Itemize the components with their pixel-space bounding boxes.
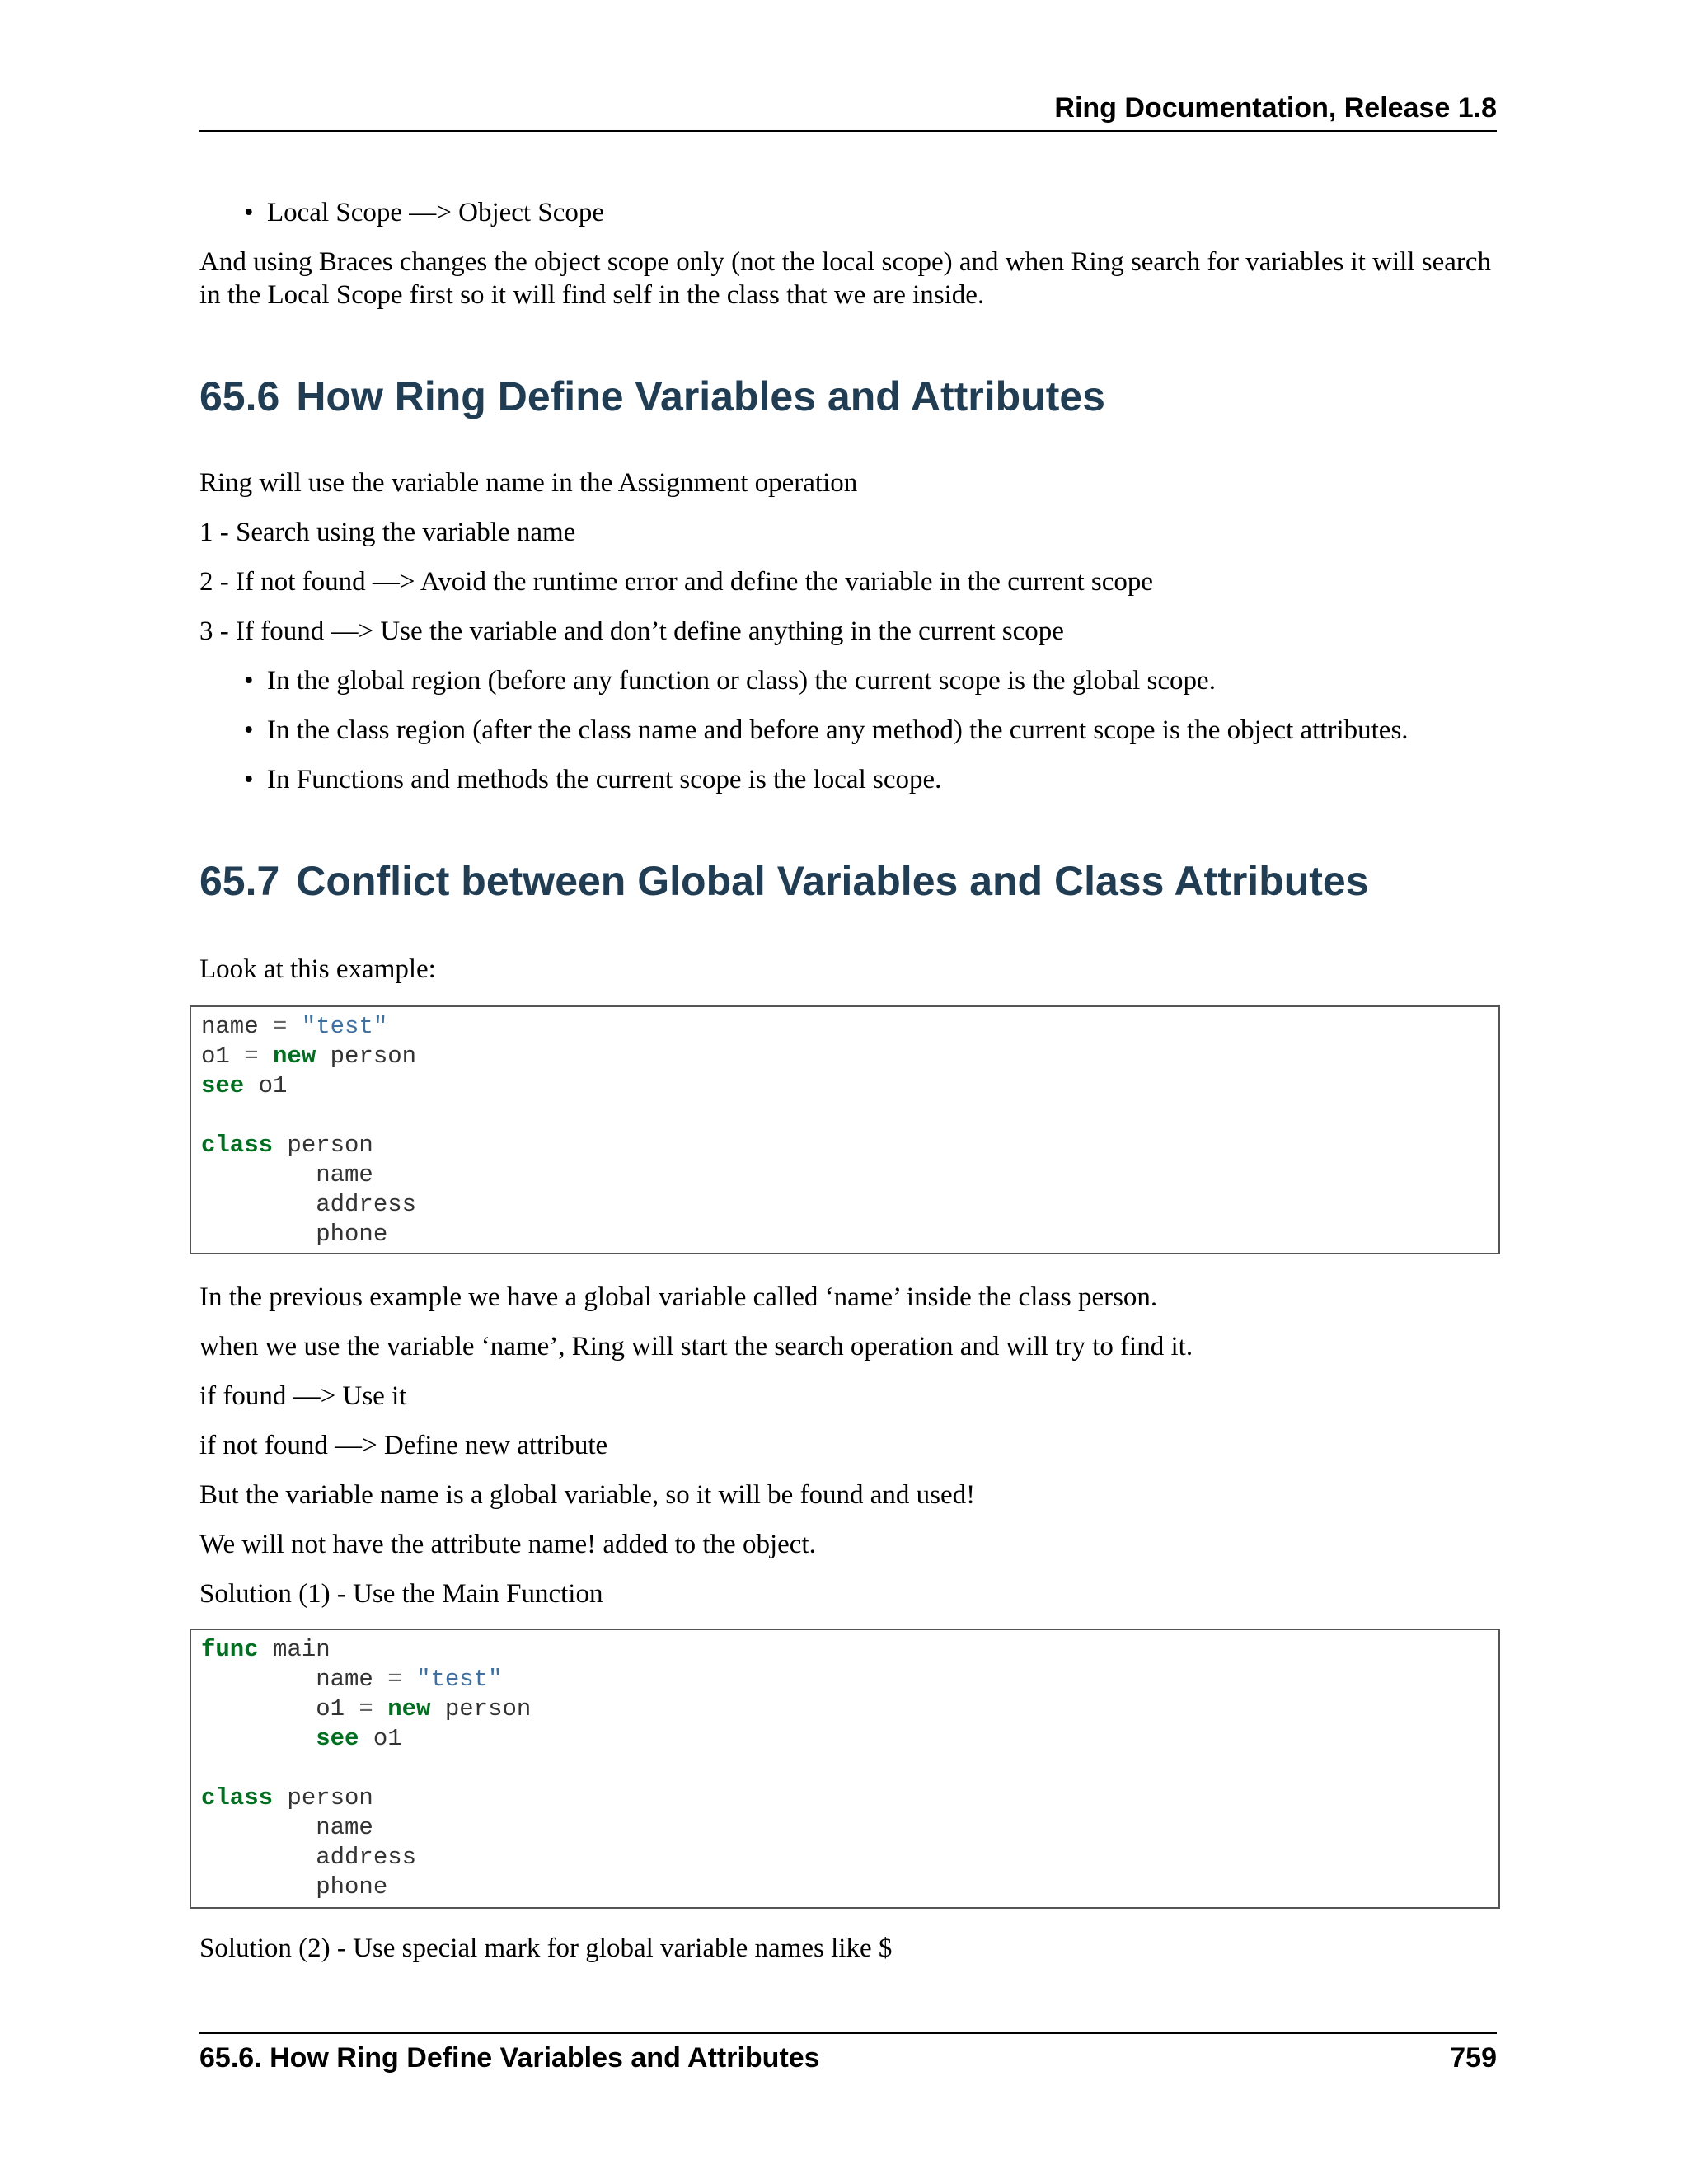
code-line: phone	[201, 1221, 388, 1248]
paragraph-line: in the Local Scope first so it will find self in the class that we are inside.	[199, 280, 985, 310]
bullet-icon: •	[244, 666, 254, 696]
list-item: • In the class region (after the class name and before any method) the current scope is the object attributes.	[244, 715, 1409, 745]
code-block	[190, 1005, 1500, 1254]
paragraph-line: Solution (2) - Use special mark for global variable names like $	[199, 1933, 893, 1963]
code-block	[190, 1629, 1500, 1909]
code-line: class person	[201, 1784, 373, 1811]
code-line: address	[201, 1844, 417, 1871]
code-line: name	[201, 1814, 373, 1841]
paragraph-line: Solution (1) - Use the Main Function	[199, 1579, 603, 1609]
paragraph-line: But the variable name is a global variable, so it will be found and used!	[199, 1480, 976, 1510]
list-item: • In the global region (before any function or class) the current scope is the global scope.	[244, 666, 1216, 696]
header-rule	[199, 130, 1497, 132]
code-line: address	[201, 1191, 417, 1218]
footer-section-ref: 65.6. How Ring Define Variables and Attributes	[199, 2042, 820, 2074]
footer-rule	[199, 2032, 1497, 2034]
paragraph-line: 1 - Search using the variable name	[199, 518, 576, 547]
paragraph-line: if not found —> Define new attribute	[199, 1431, 608, 1460]
paragraph-line: Ring will use the variable name in the Assignment operation	[199, 468, 858, 498]
paragraph-line: 2 - If not found —> Avoid the runtime error and define the variable in the current scope	[199, 567, 1154, 597]
paragraph-line: And using Braces changes the object scope only (not the local scope) and when Ring search for variables it will search	[199, 247, 1492, 277]
paragraph-line: In the previous example we have a global variable called ‘name’ inside the class person.	[199, 1282, 1158, 1312]
section-number: 65.6	[199, 373, 280, 419]
list-item: • In Functions and methods the current scope is the local scope.	[244, 765, 942, 794]
page-number: 759	[1450, 2042, 1497, 2074]
paragraph-line: We will not have the attribute name! added to the object.	[199, 1530, 816, 1559]
bullet-icon: •	[244, 198, 254, 227]
code-line: name	[201, 1161, 373, 1188]
code-line: func main	[201, 1636, 331, 1663]
code-line: name = "test"	[201, 1666, 503, 1693]
code-line: name = "test"	[201, 1013, 388, 1040]
section-title: Conflict between Global Variables and Class Attributes	[296, 858, 1369, 904]
section-heading-65-7	[199, 857, 1369, 905]
section-title: How Ring Define Variables and Attributes	[296, 373, 1105, 419]
paragraph-line: when we use the variable ‘name’, Ring will start the search operation and will try to find it.	[199, 1332, 1193, 1361]
code-line: see o1	[201, 1072, 288, 1099]
list-item: • Local Scope —> Object Scope	[244, 198, 604, 227]
code-line: class person	[201, 1132, 373, 1159]
section-number: 65.7	[199, 858, 280, 904]
paragraph-line: Look at this example:	[199, 954, 436, 984]
code-line: o1 = new person	[201, 1043, 417, 1070]
bullet-icon: •	[244, 715, 254, 745]
bullet-icon: •	[244, 765, 254, 794]
paragraph-line: if found —> Use it	[199, 1381, 407, 1411]
code-line: o1 = new person	[201, 1695, 532, 1722]
section-heading-65-6	[199, 373, 1105, 420]
code-line: see o1	[316, 1725, 402, 1752]
code-line: phone	[201, 1873, 388, 1900]
running-header: Ring Documentation, Release 1.8	[1054, 92, 1497, 124]
paragraph-line: 3 - If found —> Use the variable and don’t define anything in the current scope	[199, 616, 1064, 646]
